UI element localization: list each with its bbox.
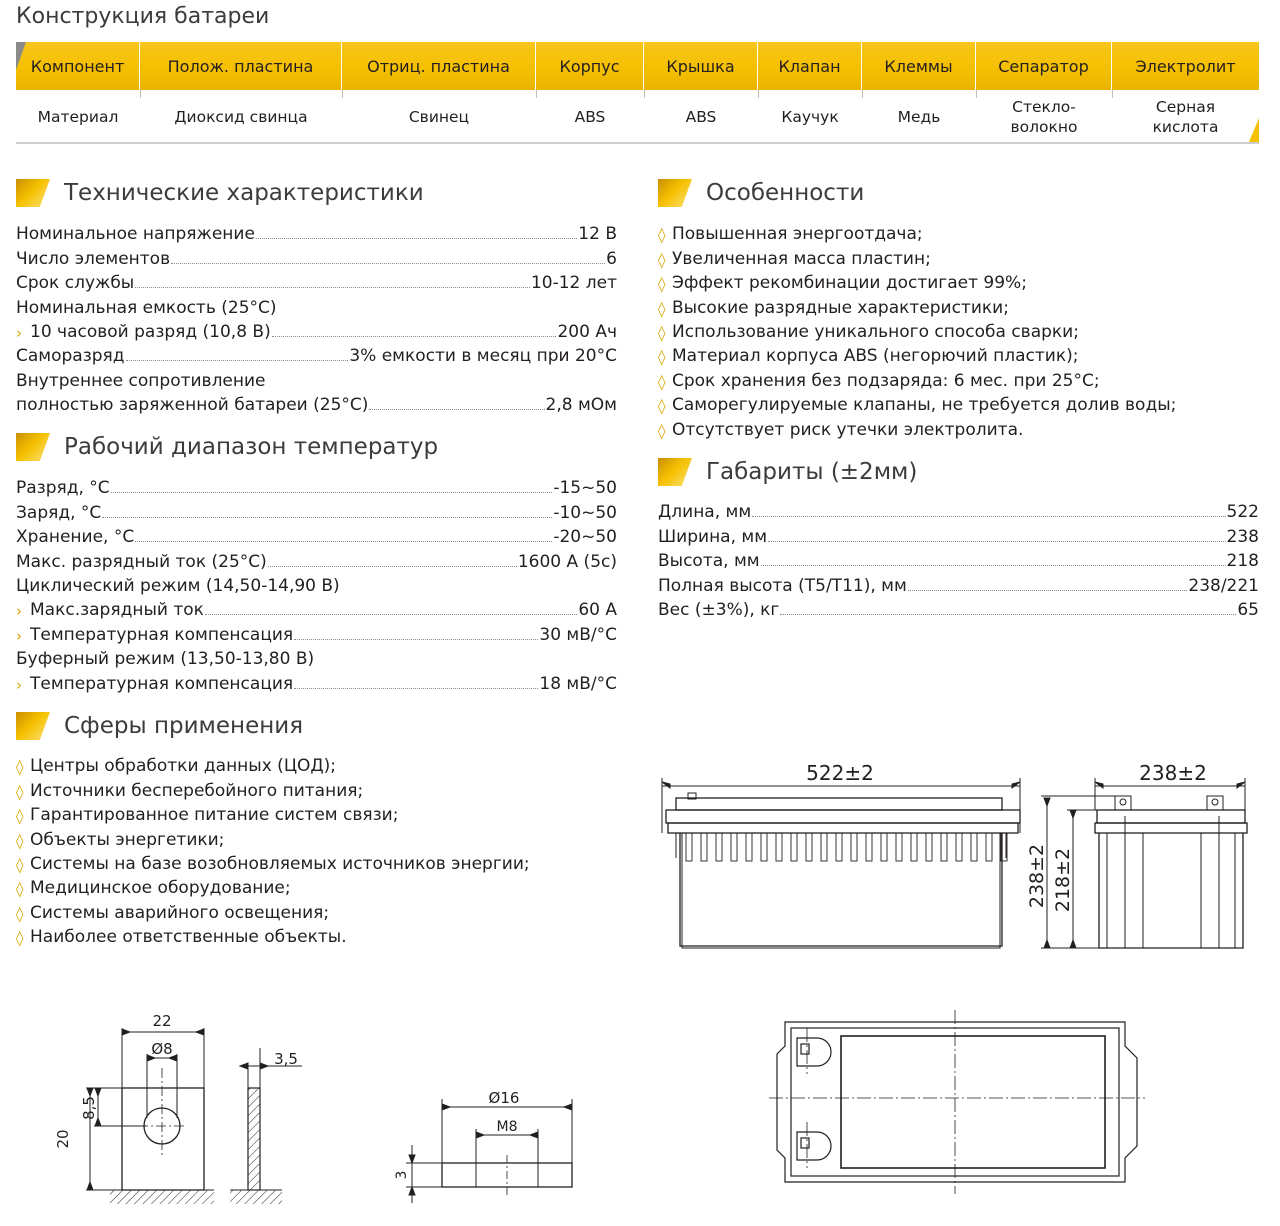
diamond-bullet-icon: ◊ — [16, 929, 24, 948]
construction-header-row — [16, 42, 1259, 90]
dot-leader — [205, 614, 577, 615]
temp-heading — [16, 432, 438, 462]
terminal-height-label: 20 — [54, 1129, 72, 1149]
spec-label: Номинальная емкость (25°С) — [16, 297, 277, 318]
value-cell: Медь — [862, 90, 976, 142]
value-cell: Материал — [37, 108, 119, 126]
list-item — [16, 801, 530, 825]
diamond-bullet-icon: ◊ — [658, 348, 666, 367]
spec-row — [16, 645, 617, 669]
bolt-thread-label: M8 — [496, 1119, 518, 1135]
spec-label: Срок службы — [16, 273, 135, 294]
section-title: Габариты (±2мм) — [706, 459, 918, 485]
case-rib — [836, 833, 842, 861]
spec-value: 1600 А (5с) — [517, 551, 617, 572]
dot-leader — [761, 565, 1226, 566]
diamond-bullet-icon: ◊ — [658, 372, 666, 391]
total-height-label: 238±2 — [1026, 843, 1048, 909]
spec-value: 522 — [1226, 502, 1259, 523]
case-rib — [821, 833, 827, 861]
list-item-text: Повышенная энергоотдача; — [672, 224, 923, 245]
value-cell: Серная кислота — [1112, 90, 1259, 142]
case-rib — [971, 833, 977, 861]
terminal-drawing — [50, 1008, 320, 1218]
dot-leader — [294, 688, 538, 689]
spec-row — [16, 269, 617, 293]
spec-row — [16, 523, 617, 547]
dot-leader — [768, 541, 1225, 542]
list-item-text: Системы аварийного освещения; — [30, 902, 330, 923]
spec-label: Ширина, мм — [658, 526, 768, 547]
spec-label: Макс. разрядный ток (25°С) — [16, 551, 267, 572]
section-marker-icon — [16, 433, 50, 461]
spec-label: Саморазряд — [16, 346, 125, 367]
features-heading — [658, 178, 864, 208]
spec-label: Температурная компенсация — [30, 673, 294, 694]
terminal-thickness-label: 3,5 — [274, 1050, 298, 1068]
spec-row — [16, 669, 617, 693]
spec-row — [16, 366, 617, 390]
spec-row — [658, 596, 1259, 620]
value-cell: Свинец — [342, 90, 536, 142]
case-rib — [956, 833, 962, 861]
list-item-text: Объекты энергетики; — [30, 829, 225, 850]
spec-row — [16, 498, 617, 522]
dot-leader — [908, 590, 1188, 591]
spec-value: 10-12 лет — [530, 273, 617, 294]
battery-top-view-drawing — [765, 1008, 1150, 1198]
list-item — [16, 850, 530, 874]
page-title: Конструкция батареи — [16, 4, 270, 29]
terminal-hole-label: Ø8 — [151, 1040, 173, 1058]
case-rib — [806, 833, 812, 861]
terminal-offset-label: 8,5 — [80, 1096, 98, 1120]
spec-value: -10~50 — [553, 502, 617, 523]
value-cell: ABS — [644, 90, 758, 142]
length-label: 522±2 — [806, 761, 874, 785]
dot-leader — [102, 517, 552, 518]
case-rib — [911, 833, 917, 861]
spec-value: 6 — [606, 248, 617, 269]
spec-value: 12 В — [578, 224, 617, 245]
diamond-bullet-icon: ◊ — [16, 904, 24, 923]
width-label: 238±2 — [1139, 761, 1207, 785]
diamond-bullet-icon: ◊ — [658, 323, 666, 342]
case-rib — [896, 833, 902, 861]
case-rib — [926, 833, 932, 861]
diamond-bullet-icon: ◊ — [16, 758, 24, 777]
spec-label: Высота, мм — [658, 551, 760, 572]
list-item-text: Центры обработки данных (ЦОД); — [30, 756, 337, 777]
battery-side-view-drawing — [1025, 758, 1255, 963]
diamond-bullet-icon: ◊ — [658, 275, 666, 294]
spec-row — [658, 498, 1259, 522]
value-cell: Диоксид свинца — [140, 90, 342, 142]
spec-label: Буферный режим (13,50-13,80 В) — [16, 649, 315, 670]
battery-front-view-drawing — [650, 758, 1030, 963]
value-cell: Каучук — [758, 90, 862, 142]
spec-label: Длина, мм — [658, 502, 752, 523]
list-item — [16, 776, 530, 800]
diamond-bullet-icon: ◊ — [658, 250, 666, 269]
list-item — [658, 415, 1176, 439]
list-item-text: Медицинское оборудование; — [30, 878, 291, 899]
height-label: 218±2 — [1052, 847, 1074, 913]
list-item-text: Наиболее ответственные объекты. — [30, 927, 347, 948]
list-item-text: Срок хранения без подзаряда: 6 мес. при 25°С; — [672, 370, 1100, 391]
spec-value: 238 — [1226, 526, 1259, 547]
case-rib — [716, 833, 722, 861]
dot-leader — [294, 639, 538, 640]
section-title: Сферы применения — [64, 713, 304, 739]
list-item-text: Системы на базе возобновляемых источников энергии; — [30, 853, 530, 874]
list-item — [658, 220, 1176, 244]
spec-row — [658, 522, 1259, 546]
section-marker-icon — [16, 712, 50, 740]
spec-row — [16, 244, 617, 268]
chevron-right-icon: › — [16, 602, 22, 621]
spec-value: 200 Ач — [557, 321, 617, 342]
section-title: Технические характеристики — [64, 180, 424, 206]
list-item-text: Материал корпуса ABS (негорючий пластик); — [672, 346, 1079, 367]
tech-spec-list — [16, 220, 617, 415]
list-item-text: Высокие разрядные характеристики; — [672, 297, 1009, 318]
case-rib — [746, 833, 752, 861]
spec-label: Заряд, °С — [16, 502, 102, 523]
corner-accent — [1249, 118, 1259, 142]
header-cell: Клеммы — [862, 42, 976, 90]
value-cell: Стекло- волокно — [976, 90, 1112, 142]
tech-heading — [16, 178, 424, 208]
dot-leader — [780, 614, 1236, 615]
spec-value: -15~50 — [553, 478, 617, 499]
spec-row — [16, 547, 617, 571]
section-marker-icon — [658, 458, 692, 486]
header-cell: Сепаратор — [976, 42, 1112, 90]
case-rib — [881, 833, 887, 861]
header-cell: Компонент — [16, 42, 140, 90]
spec-value: 30 мВ/°С — [539, 624, 617, 645]
case-rib — [941, 833, 947, 861]
spec-value: 18 мВ/°С — [539, 673, 617, 694]
list-item — [16, 825, 530, 849]
spec-row — [16, 293, 617, 317]
terminal-width-label: 22 — [152, 1012, 172, 1030]
header-cell: Крышка — [644, 42, 758, 90]
list-item — [658, 269, 1176, 293]
section-title: Особенности — [706, 180, 865, 206]
section-title: Рабочий диапазон температур — [64, 434, 439, 460]
list-item-text: Источники бесперебойного питания; — [30, 780, 364, 801]
list-item — [16, 752, 530, 776]
dot-leader — [126, 360, 349, 361]
spec-label: Циклический режим (14,50-14,90 В) — [16, 575, 340, 596]
applications-heading — [16, 711, 303, 741]
diamond-bullet-icon: ◊ — [16, 880, 24, 899]
bolt-height-label: 3 — [394, 1170, 410, 1180]
list-item — [658, 342, 1176, 366]
dot-leader — [135, 287, 530, 288]
diamond-bullet-icon: ◊ — [658, 226, 666, 245]
dot-leader — [272, 336, 557, 337]
diamond-bullet-icon: ◊ — [658, 299, 666, 318]
list-item — [658, 391, 1176, 415]
header-cell: Полож. пластина — [140, 42, 342, 90]
spec-label: Макс.зарядный ток — [30, 600, 204, 621]
spec-row — [658, 547, 1259, 571]
spec-label: Температурная компенсация — [30, 624, 294, 645]
dot-leader — [369, 409, 544, 410]
spec-row — [16, 391, 617, 415]
diamond-bullet-icon: ◊ — [16, 807, 24, 826]
dot-leader — [171, 263, 605, 264]
case-rib — [701, 833, 707, 861]
spec-value: 2,8 мОм — [545, 395, 617, 416]
list-item-text: Эффект рекомбинации достигает 99%; — [672, 273, 1027, 294]
list-item-text: Гарантированное питание систем связи; — [30, 805, 399, 826]
case-rib — [866, 833, 872, 861]
dot-leader — [256, 238, 577, 239]
dot-leader — [135, 541, 552, 542]
header-cell: Электролит — [1135, 56, 1236, 76]
case-rib — [761, 833, 767, 861]
construction-table — [16, 42, 1259, 144]
spec-row — [16, 318, 617, 342]
list-item-text: Увеличенная масса пластин; — [672, 248, 931, 269]
spec-label: полностью заряженной батареи (25°С) — [16, 395, 369, 416]
diamond-bullet-icon: ◊ — [16, 831, 24, 850]
diamond-bullet-icon: ◊ — [16, 782, 24, 801]
spec-label: Вес (±3%), кг — [658, 599, 780, 620]
case-rib — [776, 833, 782, 861]
construction-value-row — [16, 90, 1259, 144]
spec-value: 218 — [1226, 551, 1259, 572]
spec-value: 60 А — [578, 600, 617, 621]
section-marker-icon — [658, 179, 692, 207]
diamond-bullet-icon: ◊ — [658, 397, 666, 416]
list-item — [16, 923, 530, 947]
list-item — [658, 293, 1176, 317]
spec-value: 3% емкости в месяц при 20°С — [349, 346, 617, 367]
dimensions-heading — [658, 457, 917, 487]
dot-leader — [752, 516, 1225, 517]
list-item — [16, 874, 530, 898]
spec-label: Хранение, °С — [16, 527, 135, 548]
spec-row — [16, 220, 617, 244]
spec-row — [16, 596, 617, 620]
case-rib — [686, 833, 692, 861]
bolt-drawing — [390, 1085, 590, 1205]
dimensions-list — [658, 498, 1259, 620]
spec-row — [16, 474, 617, 498]
spec-label: Полная высота (T5/T11), мм — [658, 575, 907, 596]
list-item-text: Отсутствует риск утечки электролита. — [672, 419, 1024, 440]
dot-leader — [268, 566, 517, 567]
spec-value: 65 — [1237, 599, 1259, 620]
spec-value: -20~50 — [553, 527, 617, 548]
value-cell: ABS — [536, 90, 644, 142]
case-rib — [851, 833, 857, 861]
list-item — [658, 366, 1176, 390]
list-item-text: Использование уникального способа сварки; — [672, 321, 1079, 342]
spec-value: 238/221 — [1188, 575, 1259, 596]
spec-label: Внутреннее сопротивление — [16, 370, 266, 391]
features-list — [658, 220, 1176, 440]
spec-label: 10 часовой разряд (10,8 В) — [30, 321, 271, 342]
list-item — [16, 898, 530, 922]
case-rib — [731, 833, 737, 861]
spec-row — [16, 572, 617, 596]
case-rib — [986, 833, 992, 861]
spec-label: Разряд, °С — [16, 478, 110, 499]
dot-leader — [111, 492, 553, 493]
spec-label: Номинальное напряжение — [16, 224, 255, 245]
chevron-right-icon: › — [16, 675, 22, 694]
diamond-bullet-icon: ◊ — [16, 855, 24, 874]
chevron-right-icon: › — [16, 323, 22, 342]
spec-label: Число элементов — [16, 248, 171, 269]
list-item — [658, 318, 1176, 342]
applications-list — [16, 752, 530, 947]
section-marker-icon — [16, 179, 50, 207]
header-cell: Корпус — [536, 42, 644, 90]
list-item-text: Саморегулируемые клапаны, не требуется долив воды; — [672, 395, 1177, 416]
chevron-right-icon: › — [16, 626, 22, 645]
temp-spec-list — [16, 474, 617, 694]
list-item — [658, 244, 1176, 268]
case-rib — [791, 833, 797, 861]
spec-row — [658, 571, 1259, 595]
diamond-bullet-icon: ◊ — [658, 421, 666, 440]
header-cell: Отриц. пластина — [342, 42, 536, 90]
bolt-diameter-label: Ø16 — [488, 1089, 520, 1107]
spec-row — [16, 342, 617, 366]
spec-row — [16, 620, 617, 644]
header-cell: Клапан — [758, 42, 862, 90]
